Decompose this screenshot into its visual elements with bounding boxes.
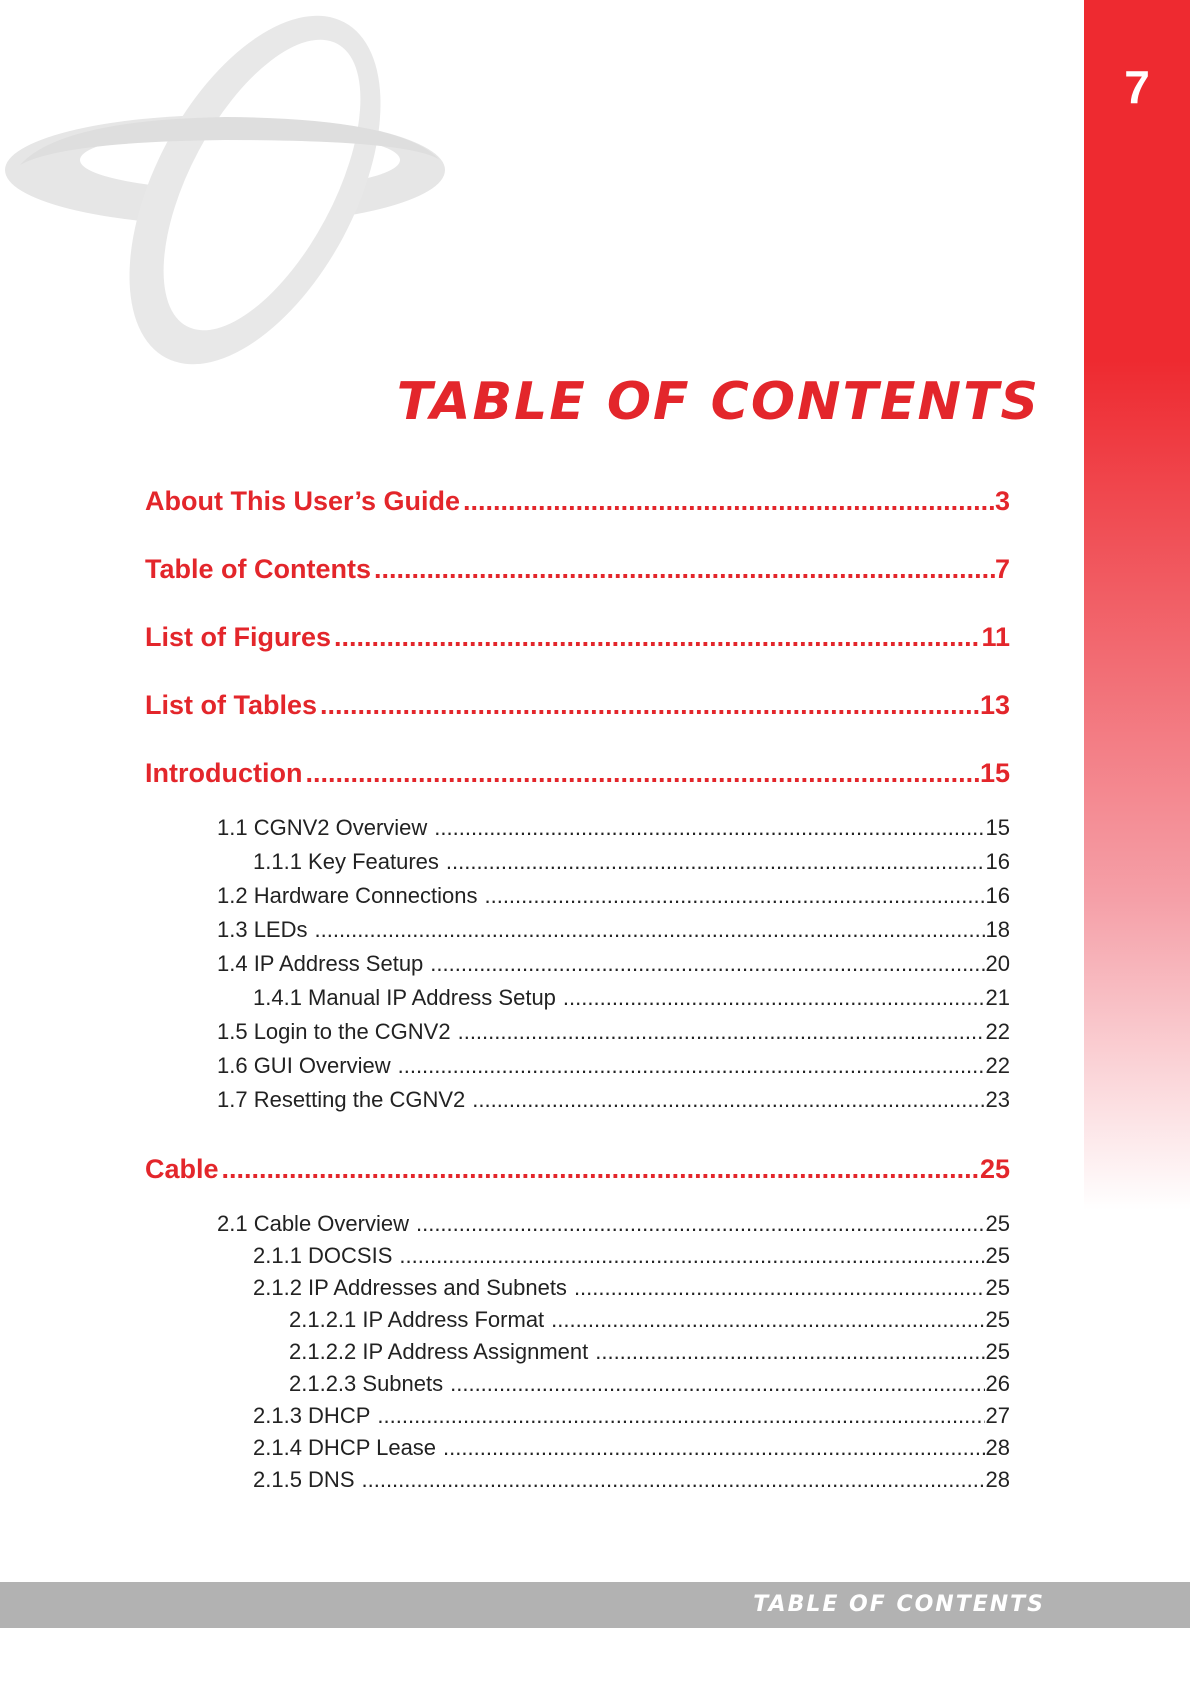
toc-entry[interactable] [0, 1085, 1010, 1115]
toc-entry-page: 28 [985, 1467, 1010, 1492]
toc-chapter-about[interactable] [0, 483, 1010, 519]
toc-entry-label: 2.1.2.3 Subnets [289, 1371, 444, 1396]
toc-leader-dots [302, 755, 979, 791]
toc-leader-dots [439, 847, 985, 877]
toc-entry-page: 28 [985, 1435, 1010, 1460]
toc-leader-dots [219, 1151, 980, 1187]
toc-chapter-page: 7 [994, 554, 1010, 584]
toc-entry-label: 1.6 GUI Overview [217, 1053, 391, 1078]
toc-chapter-page: 3 [994, 486, 1010, 516]
toc-entry[interactable] [0, 881, 1010, 911]
toc-leader-dots [370, 1401, 984, 1431]
toc-entry[interactable] [0, 1401, 1010, 1431]
toc-entry[interactable] [0, 813, 1010, 843]
toc-entry-page: 16 [985, 849, 1010, 874]
toc-leader-dots [443, 1369, 984, 1399]
toc-chapter-label: Table of Contents [145, 554, 371, 584]
toc-entry-page: 21 [985, 985, 1010, 1010]
toc-leader-dots [451, 1017, 985, 1047]
toc-chapter-label: About This User’s Guide [145, 486, 461, 516]
toc-entry-page: 27 [985, 1403, 1010, 1428]
page-title: TABLE OF CONTENTS [396, 372, 1040, 432]
toc-leader-dots [392, 1241, 984, 1271]
toc-entry[interactable] [0, 1305, 1010, 1335]
toc-chapter-introduction[interactable] [0, 755, 1010, 791]
footer-bar [0, 1582, 1190, 1628]
toc-entry[interactable] [0, 1209, 1010, 1239]
page-number: 7 [1124, 61, 1150, 113]
toc-entry-label: 1.2 Hardware Connections [217, 883, 478, 908]
toc-entry[interactable] [0, 1369, 1010, 1399]
toc-leader-dots [544, 1305, 984, 1335]
toc-entry-page: 25 [985, 1339, 1010, 1364]
toc-entry-label: 1.3 LEDs [217, 917, 308, 942]
toc-leader-dots [371, 551, 995, 587]
toc-chapter-page: 11 [981, 622, 1010, 652]
toc-entry-page: 18 [985, 917, 1010, 942]
toc-entry-label: 2.1.4 DHCP Lease [253, 1435, 437, 1460]
toc-leader-dots [308, 915, 985, 945]
toc-entry[interactable] [0, 983, 1010, 1013]
toc-chapter-label: List of Tables [145, 690, 318, 720]
toc-entry[interactable] [0, 1337, 1010, 1367]
toc-entry-page: 23 [985, 1087, 1010, 1112]
logo-swoosh-icon [5, 0, 445, 370]
toc-entry-page: 15 [985, 815, 1010, 840]
toc-entry[interactable] [0, 1433, 1010, 1463]
toc-leader-dots [436, 1433, 984, 1463]
toc-chapter-cable[interactable] [0, 1151, 1010, 1187]
toc-chapter-contents[interactable] [0, 551, 1010, 587]
toc-entry[interactable] [0, 915, 1010, 945]
toc-entry-label: 1.5 Login to the CGNV2 [217, 1019, 451, 1044]
toc-leader-dots [317, 687, 980, 723]
toc-chapter-label: List of Figures [145, 622, 332, 652]
toc-entry-page: 25 [985, 1243, 1010, 1268]
toc-entry-label: 2.1.3 DHCP [253, 1403, 371, 1428]
toc-entry-page: 25 [985, 1307, 1010, 1332]
toc-entry-label: 1.1.1 Key Features [253, 849, 439, 874]
toc-leader-dots [391, 1051, 985, 1081]
toc-leader-dots [567, 1273, 985, 1303]
toc-leader-dots [331, 619, 981, 655]
toc-entry-page: 26 [985, 1371, 1010, 1396]
toc-leader-dots [588, 1337, 984, 1367]
toc-entry-label: 2.1.5 DNS [253, 1467, 355, 1492]
toc-leader-dots [423, 949, 984, 979]
toc-leader-dots [355, 1465, 985, 1495]
toc-entry-page: 25 [985, 1275, 1010, 1300]
toc-chapter-figures[interactable] [0, 619, 1010, 655]
toc-entry-page: 16 [985, 883, 1010, 908]
toc-chapter-label: Introduction [145, 758, 303, 788]
toc-leader-dots [460, 483, 995, 519]
toc-entry-page: 20 [985, 951, 1010, 976]
toc-entry-label: 1.1 CGNV2 Overview [217, 815, 428, 840]
toc-entry-label: 1.7 Resetting the CGNV2 [217, 1087, 466, 1112]
toc-leader-dots [409, 1209, 985, 1239]
footer-label: TABLE OF CONTENTS [753, 1592, 1045, 1617]
chapter-side-band [1084, 0, 1190, 1684]
toc-entry-label: 2.1.1 DOCSIS [253, 1243, 393, 1268]
toc-entry-page: 25 [985, 1211, 1010, 1236]
toc-chapter-page: 25 [979, 1154, 1010, 1184]
toc-chapter-page: 15 [979, 758, 1010, 788]
toc-entry[interactable] [0, 1465, 1010, 1495]
toc-leader-dots [477, 881, 984, 911]
toc-entry[interactable] [0, 847, 1010, 877]
toc-entry[interactable] [0, 1273, 1010, 1303]
toc-chapter-label: Cable [145, 1154, 219, 1184]
toc-chapter-tables[interactable] [0, 687, 1010, 723]
toc-entry[interactable] [0, 1051, 1010, 1081]
toc-entry[interactable] [0, 949, 1010, 979]
toc-entry[interactable] [0, 1017, 1010, 1047]
brand-logo [0, 0, 450, 370]
toc-entry-label: 1.4 IP Address Setup [217, 951, 424, 976]
toc-entry-page: 22 [985, 1053, 1010, 1078]
toc-entry[interactable] [0, 1241, 1010, 1271]
toc-entry-label: 2.1 Cable Overview [217, 1211, 409, 1236]
toc-leader-dots [427, 813, 984, 843]
toc-entry-label: 1.4.1 Manual IP Address Setup [253, 985, 556, 1010]
toc-entry-label: 2.1.2.1 IP Address Format [289, 1307, 545, 1332]
toc-entry-label: 2.1.2.2 IP Address Assignment [289, 1339, 589, 1364]
toc-chapter-page: 13 [979, 690, 1010, 720]
toc-entry-page: 22 [985, 1019, 1010, 1044]
toc-leader-dots [556, 983, 985, 1013]
toc-entry-label: 2.1.2 IP Addresses and Subnets [253, 1275, 567, 1300]
toc-leader-dots [465, 1085, 984, 1115]
